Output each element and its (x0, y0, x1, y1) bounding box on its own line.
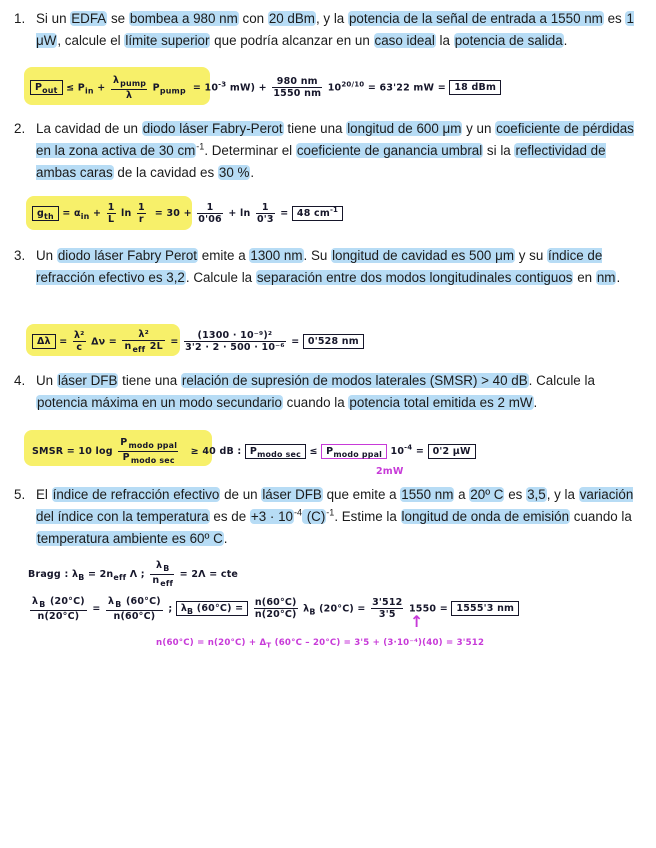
highlighted-text: longitud de 600 μm (347, 121, 462, 136)
highlighted-text: 30 % (218, 165, 250, 180)
solution-5-line-1: Bragg : $\lambda_B = 2n_{eff}$ Λ ; $\frac{\lambda_B}{n_{eff}}$ = 2Λ = cte (28, 560, 239, 588)
highlighted-text: relación de supresión de modos laterales (SMSR) > 40 dB (181, 373, 528, 388)
text-segment: . (616, 270, 621, 285)
fraction: $\frac{\lambda_{pump}}{\lambda}$ (112, 75, 147, 101)
superscript: -4 (293, 507, 302, 518)
fraction: $\frac{3'512}{3'5}$ (372, 597, 403, 621)
fraction: $\frac{\text{λ²}}{c}$ (73, 330, 85, 354)
highlighted-text: 20 dBm (268, 11, 315, 26)
text-segment: . (250, 165, 255, 180)
text-segment: de un (220, 487, 262, 502)
result-box: 1555'3 nm (451, 601, 519, 616)
highlighted-text: longitud de cavidad es 500 μm (332, 248, 514, 263)
fraction: $\frac{1}{0'3}$ (256, 202, 274, 225)
text-segment: . Su (303, 248, 332, 263)
text-segment: y un (462, 121, 496, 136)
highlighted-text: 1300 nm (250, 248, 303, 263)
result-box: 48 $cm^{-1}$ (292, 206, 343, 221)
highlighted-text: diodo láser Fabry-Perot (142, 121, 283, 136)
highlighted-text: variación del índice con la temperatura (36, 487, 634, 524)
problem-number: 3. (14, 248, 26, 263)
problem-text (36, 8, 642, 52)
problem-text (36, 484, 642, 550)
fraction: $\frac{\text{(1300 · 10⁻⁹)²}}{\text{3'2 · 2 · 500 · 10⁻⁶}}$ (185, 330, 285, 354)
problem-5 (14, 484, 642, 550)
result-box: 18 dBm (449, 80, 501, 95)
fraction: $\frac{\lambda_B (60^\circ C)}{n(60^\circ C)}$ (108, 596, 161, 622)
text-segment: la (435, 33, 454, 48)
highlighted-text: separación entre dos modos longitudinales contiguos (256, 270, 573, 285)
problem-number: 5. (14, 487, 26, 502)
text-segment: y su (514, 248, 547, 263)
text-segment: . Estime la (334, 509, 401, 524)
solution-4: SMSR = 10 log $\frac{P_{modo ppal}}{P_{modo sec}}$ ≥ 40 dB : $P_{modo sec} \le P_{modo ppal}$ $10^{-4} = 0'2$ μW (32, 437, 476, 466)
text-segment: . (223, 531, 228, 546)
highlighted-text: índice de refracción efectivo es 3,2 (36, 248, 603, 285)
text-segment: que emite a (322, 487, 401, 502)
solution-3: Δλ = $\frac{\text{λ²}}{c}$ Δν = $\frac{\text{λ²}}{n_{eff} 2L}$ = $\frac{\text{(1300 · 10⁻⁹)²}}{\text{3'2 · 2 · 500 · 10⁻⁶}}$ = 0'528 nm (32, 329, 364, 355)
highlighted-text: límite superior (125, 33, 210, 48)
problem-text (36, 118, 642, 184)
text-segment: es (603, 11, 626, 26)
highlighted-text: potencia total emitida es 2 mW (349, 395, 533, 410)
text-segment: es (504, 487, 527, 502)
text-segment: de la cavidad es (113, 165, 218, 180)
fraction: $\frac{\lambda_B}{n_{eff}}$ (152, 560, 174, 588)
fraction: $\frac{n(60^\circ C)}{n(20^\circ C)}$ (254, 597, 297, 621)
highlighted-text: bombea a 980 nm (129, 11, 238, 26)
text-segment: . Calcule la (185, 270, 256, 285)
problem-3 (14, 245, 642, 289)
text-segment: cuando la (570, 509, 632, 524)
text-segment: se (107, 11, 129, 26)
fraction: $\frac{1}{r}$ (137, 202, 145, 225)
superscript: -1 (196, 141, 205, 152)
text-segment: es de (209, 509, 250, 524)
highlighted-text: 20º C (470, 487, 504, 502)
solution-5-line-2: $\frac{\lambda_B (20^\circ C)}{n(20^\circ C)}$ = $\frac{\lambda_B (60^\circ C)}{n(60^\circ C)}$ ; $\lambda_B$ (60°C) = $\frac{n(60^\circ C)}{n(20^\circ C)}$ $\lambda_B$ (20°C) = $\frac{3'512}{3'5}$ 1550 = 1555'3 nm (28, 596, 519, 622)
text-segment: tiene una (118, 373, 181, 388)
answer-box: $g_{th}$ (32, 206, 59, 221)
text-segment: , calcule el (57, 33, 125, 48)
purple-note: 2mW (376, 466, 404, 477)
highlighted-text: (C) (302, 509, 326, 524)
highlighted-text: caso ideal (374, 33, 435, 48)
text-segment: . (563, 33, 568, 48)
text-segment: que podría alcanzar en un (210, 33, 374, 48)
highlighted-text: coeficiente de ganancia umbral (296, 143, 483, 158)
highlighted-text: coeficiente de pérdidas en la zona activa de 30 cm (36, 121, 634, 158)
highlighted-text: 1550 nm (401, 487, 454, 502)
highlighted-text: temperatura ambiente es 60º C (37, 531, 223, 546)
text-segment: La cavidad de un (36, 121, 142, 136)
text-segment: . Determinar el (204, 143, 296, 158)
answer-box: $P_{out}$ (30, 80, 63, 95)
text-segment: emite a (198, 248, 250, 263)
answer-box: $\lambda_B$ (60°C) = (176, 601, 248, 616)
result-box: 0'2 μW (428, 444, 476, 459)
highlighted-text: 3,5 (527, 487, 546, 502)
text-segment: si la (483, 143, 515, 158)
fraction: $\frac{980 nm}{1550 nm}$ (273, 76, 322, 100)
text-segment: . (533, 395, 538, 410)
problem-number: 4. (14, 373, 26, 388)
result-box: 0'528 nm (303, 334, 364, 349)
arrow-icon: ↑ (410, 612, 424, 631)
problem-text (36, 245, 642, 289)
problem-text (36, 370, 642, 414)
solution-2: $g_{th} = \alpha_{in}$ + $\frac{1}{L}$ ln $\frac{1}{r}$ = 30 + $\frac{1}{0'06}$ + ln $\frac{1}{0'3}$ = 48 $cm^{-1}$ (32, 202, 343, 225)
text-segment: Un (36, 248, 57, 263)
fraction: $\frac{\text{λ²}}{n_{eff} 2L}$ (124, 329, 163, 354)
highlighted-text: índice de refracción efectivo (52, 487, 220, 502)
problem-2 (14, 118, 642, 184)
highlighted-text: láser DFB (57, 373, 118, 388)
highlighted-text: reflectividad de ambas caras (36, 143, 606, 180)
fraction: $\frac{1}{L}$ (107, 202, 115, 225)
text-segment: Si un (36, 11, 71, 26)
text-segment: . Calcule la (528, 373, 595, 388)
fraction: $\frac{1}{0'06}$ (198, 202, 222, 225)
problem-1 (14, 8, 642, 52)
highlighted-text: diodo láser Fabry Perot (57, 248, 198, 263)
text-segment: con (238, 11, 268, 26)
purple-box: $P_{modo ppal}$ (321, 444, 387, 459)
highlighted-text: +3 · 10 (250, 509, 293, 524)
highlighted-text: láser DFB (262, 487, 322, 502)
text-segment: en (573, 270, 596, 285)
text-segment: a (454, 487, 470, 502)
superscript: -1 (326, 507, 335, 518)
problem-number: 2. (14, 121, 26, 136)
answer-box: $P_{modo sec}$ (245, 444, 306, 459)
text-segment: El (36, 487, 52, 502)
highlighted-text: 1 μW (36, 11, 634, 48)
highlighted-text: EDFA (71, 11, 107, 26)
problem-4 (14, 370, 642, 414)
text-segment: cuando la (282, 395, 349, 410)
text-segment: Un (36, 373, 57, 388)
highlighted-text: potencia máxima en un modo secundario (37, 395, 282, 410)
fraction: $\frac{\lambda_B (20^\circ C)}{n(20^\circ C)}$ (32, 596, 85, 622)
text-segment: , y la (315, 11, 348, 26)
solution-1: $P_{out} \le P_{in}$ + $\frac{\lambda_{pump}}{\lambda}$ $P_{pump} = 10^{-3}$ mW) + $\frac{980 nm}{1550 nm}$ $10^{20/10} = 63'22$ mW = 18 dBm (30, 75, 501, 101)
highlighted-text: longitud de onda de emisión (401, 509, 570, 524)
highlighted-text: potencia de la señal de entrada a 1550 nm (348, 11, 603, 26)
highlighted-text: potencia de salida (454, 33, 563, 48)
solution-5-line-3: $n(60^\circ C) = n(20^\circ C) + \Delta_T$ (60°C – 20°C) = 3'5 + (3·10⁻⁴)(40) = 3'512 (156, 638, 485, 650)
fraction: $\frac{P_{modo ppal}}{P_{modo sec}}$ (120, 437, 178, 465)
text-segment: tiene una (283, 121, 347, 136)
answer-box: Δλ (32, 334, 56, 349)
text-segment: , y la (546, 487, 579, 502)
problem-number: 1. (14, 11, 26, 26)
highlighted-text: nm (596, 270, 616, 285)
